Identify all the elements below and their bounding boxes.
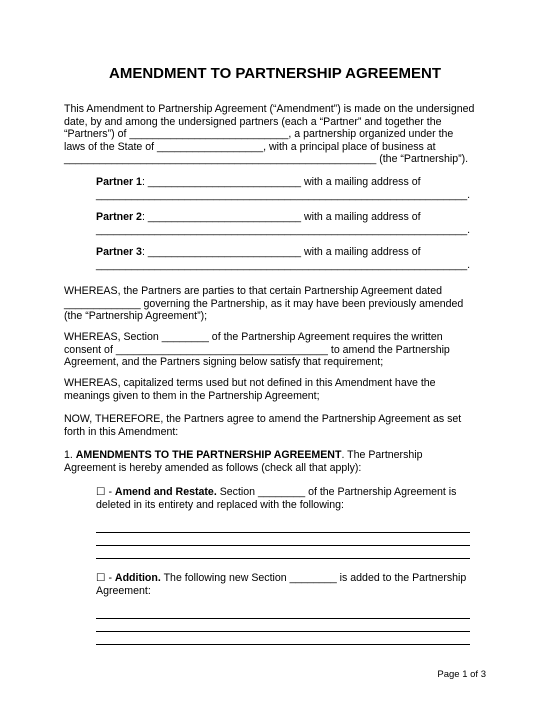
partner-1-label: Partner 1 <box>96 176 142 188</box>
document-title: AMENDMENT TO PARTNERSHIP AGREEMENT <box>109 65 441 82</box>
partner-3-address-blank: _______________________________________________________________. <box>96 258 471 271</box>
intro-paragraph <box>64 103 494 166</box>
intro-line: date, by and among the undersigned partners (each a “Partner” and together the <box>64 115 442 128</box>
addition-blank-line <box>96 618 470 619</box>
section-1-heading-line <box>64 449 494 462</box>
partner-2-line <box>96 211 476 224</box>
addition-text: The following new Section ________ is added to the Partnership <box>160 572 467 584</box>
now-therefore-line: NOW, THEREFORE, the Partners agree to amend the Partnership Agreement as set <box>64 413 462 425</box>
whereas-line: Agreement, and the Partners signing below satisfy that requirement; <box>64 356 384 369</box>
addition-blank-line <box>96 631 470 632</box>
partner-3-entry <box>96 246 476 271</box>
intro-line: _____________________________________________________ (the “Partnership”). <box>64 153 469 166</box>
whereas-line: meanings given to them in the Partnership Agreement; <box>64 389 320 402</box>
whereas-line: _____________ governing the Partnership, as it may have been previously amended <box>64 297 464 310</box>
partner-3-name-blank: : __________________________ with a mailing address of <box>141 246 421 258</box>
whereas-agreement-paragraph <box>64 285 494 323</box>
amend-restate-checkbox[interactable]: ☐ - <box>96 486 115 498</box>
amend-restate-text: Section ________ of the Partnership Agreement is <box>216 486 457 498</box>
whereas-line: WHEREAS, the Partners are parties to that certain Partnership Agreement dated <box>64 285 443 297</box>
whereas-line: WHEREAS, capitalized terms used but not defined in this Amendment have the <box>64 377 436 389</box>
amend-restate-blank-line <box>96 558 470 559</box>
whereas-line: consent of ____________________________________ to amend the Partnership <box>64 343 450 356</box>
section-1-paragraph <box>64 449 494 474</box>
addition-line <box>96 572 476 585</box>
whereas-line: (the “Partnership Agreement”); <box>64 310 208 323</box>
amend-restate-blank-line <box>96 532 470 533</box>
amend-restate-option <box>96 486 476 511</box>
intro-line: This Amendment to Partnership Agreement (“Amendment”) is made on the undersigned <box>64 103 475 115</box>
page-number: Page 1 of 3 <box>437 669 486 680</box>
whereas-terms-paragraph <box>64 377 494 402</box>
addition-label: Addition. <box>114 572 161 584</box>
intro-line: laws of the State of __________________, with a principal place of business at <box>64 140 436 153</box>
amend-restate-line <box>96 486 476 499</box>
partner-3-label: Partner 3 <box>96 246 142 258</box>
amend-restate-line: deleted in its entirety and replaced with the following: <box>96 498 344 511</box>
now-therefore-paragraph <box>64 413 494 438</box>
partner-2-entry <box>96 211 476 236</box>
section-1-line: Agreement is hereby amended as follows (check all that apply): <box>64 461 362 474</box>
addition-line: Agreement: <box>96 584 151 597</box>
partner-1-entry <box>96 176 476 201</box>
partner-1-name-blank: : __________________________ with a mailing address of <box>141 176 421 188</box>
amend-restate-blank-line <box>96 545 470 546</box>
section-1-heading-rest: . The Partnership <box>341 449 423 461</box>
amend-restate-label: Amend and Restate. <box>114 486 217 498</box>
section-1-number: 1. <box>64 449 76 461</box>
addition-option <box>96 572 476 597</box>
partner-3-line <box>96 246 476 259</box>
partner-1-address-blank: _______________________________________________________________. <box>96 188 471 201</box>
partner-2-name-blank: : __________________________ with a mailing address of <box>141 211 421 223</box>
addition-blank-line <box>96 644 470 645</box>
intro-line: “Partners”) of ___________________________, a partnership organized under the <box>64 128 454 141</box>
addition-checkbox[interactable]: ☐ - <box>96 572 115 584</box>
partner-1-line <box>96 176 476 189</box>
whereas-section-paragraph <box>64 331 494 369</box>
whereas-line: WHEREAS, Section ________ of the Partnership Agreement requires the written <box>64 331 443 343</box>
partner-2-label: Partner 2 <box>96 211 142 223</box>
now-therefore-line: forth in this Amendment: <box>64 425 179 438</box>
partner-2-address-blank: _______________________________________________________________. <box>96 223 471 236</box>
section-1-heading: AMENDMENTS TO THE PARTNERSHIP AGREEMENT <box>75 449 342 461</box>
